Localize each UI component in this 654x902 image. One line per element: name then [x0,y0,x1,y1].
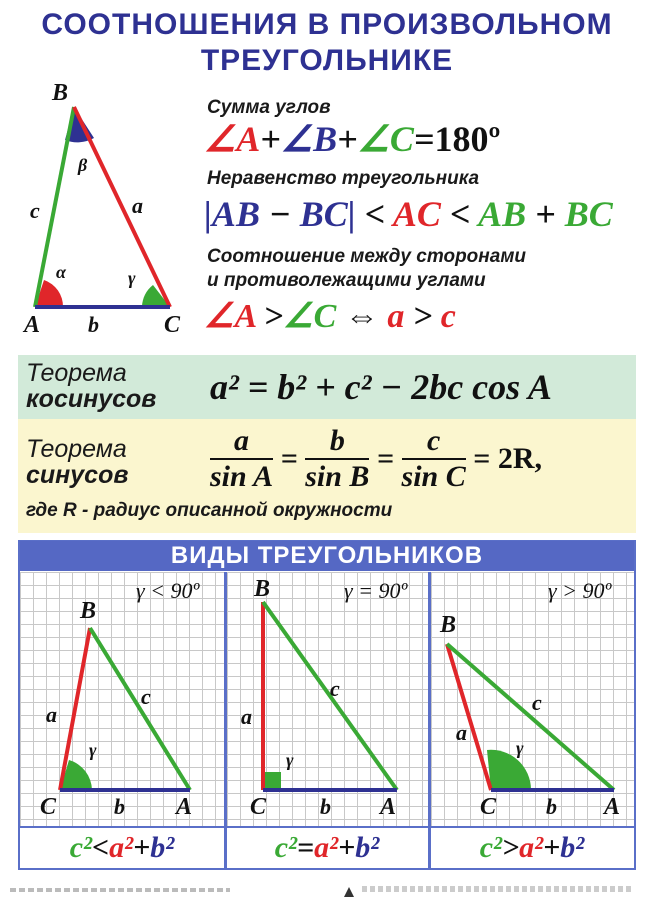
title-line2: ТРЕУГОЛЬНИКЕ [200,44,454,77]
page-title [0,8,654,42]
angle-sum-value: 180º [434,119,501,159]
acute-triangle-diagram [20,572,224,828]
angle-A: ∠A [204,119,261,159]
footer-fine-print [10,888,230,892]
ineq-term: AC [392,194,441,234]
acute-side-a: a [46,702,57,727]
plus-sign: + [337,119,358,159]
sine-formula [210,424,542,494]
acute-relation: c²<a²+b² [69,831,175,864]
ineq-op: < [355,194,393,234]
right-vertex-C: C [250,794,267,820]
cosine-label-line2: косинусов [26,385,157,413]
acute-condition: γ < 90º [136,578,200,603]
angle-alpha-label: α [56,262,66,282]
ineq-op: − [259,194,300,234]
ineq-term: AB [478,194,527,234]
cosine-label-line1: Теорема [26,359,127,387]
vertex-A-label: A [24,312,41,338]
right-relation: c²=a²+b² [274,831,380,864]
circumradius-note: где R - радиус описанной окружности [26,500,393,521]
equals-sign: = [413,119,435,159]
footer-fine-print-right [362,886,632,892]
acute-vertex-A: A [176,794,193,820]
sine-label-line1: Теорема [26,435,127,463]
right-triangle-diagram [227,572,428,828]
ineq-op: < [440,194,479,234]
right-gamma: γ [286,750,294,770]
plus-sign: + [260,119,281,159]
vertex-B-label: B [52,80,69,106]
right-side-b: b [320,794,331,819]
page-title-line2 [0,44,654,78]
sine-rhs: = 2R, [473,442,543,475]
side-c-label: c [30,198,40,223]
side-a: a [387,298,405,335]
publisher-logo [344,884,354,894]
side-b-label: b [88,312,99,337]
acute-side-c: c [141,684,151,709]
ineq-term: BC| [299,194,356,234]
sine-label-line2: синусов [26,461,129,489]
side-a-label: a [132,193,143,218]
triangle-types-header: ВИДЫ ТРЕУГОЛЬНИКОВ [20,541,634,571]
angle-sum-header: Сумма углов [207,97,331,118]
right-side-a: a [241,704,252,729]
sides-angles-header1: Соотношение между сторонами [207,246,526,267]
angle-B: ∠B [280,119,338,159]
title-line1: СООТНОШЕНИЯ В ПРОИЗВОЛЬНОМ [41,8,613,41]
logo-icon [344,887,354,897]
angle-A: ∠A [204,298,256,335]
obtuse-side-b: b [546,794,557,819]
fraction-c: $\frac{c}{\text{sin C}}$ [401,424,466,493]
side-c-line [35,107,74,307]
obtuse-side-a: a [456,720,467,745]
obtuse-vertex-B: B [440,612,457,638]
angle-C: ∠C [357,119,414,159]
obtuse-condition: γ > 90º [548,578,612,603]
equals-sign: = [376,442,395,475]
fraction-b: $\frac{b}{\text{sin B}}$ [305,424,370,493]
obtuse-relation: c²>a²+b² [479,831,585,864]
gt-sign: > [255,298,284,335]
inequality-header: Неравенство треугольника [207,168,480,189]
right-condition: γ = 90º [344,578,408,603]
acute-side-b: b [114,794,125,819]
vertex-C-label: C [164,312,181,338]
right-vertex-B: B [254,576,271,602]
equals-sign: = [280,442,298,475]
sides-angles-formula [204,296,456,336]
sine-theorem-label [26,436,128,488]
cosine-theorem-label [26,360,156,412]
equiv-sign: ⇔ [336,298,388,335]
obtuse-side-c: c [532,690,542,715]
acute-vertex-B: B [80,598,97,624]
sides-angles-header2: и противолежащими углами [207,270,486,291]
angle-gamma-label: γ [128,268,136,288]
angle-C: ∠C [283,298,337,335]
ineq-op: + [526,194,565,234]
gt-sign: > [404,298,441,335]
obtuse-vertex-C: C [480,794,497,820]
ineq-term: |AB [204,194,260,234]
cosine-formula: a² = b² + c² − 2bc cos A [210,367,552,407]
fraction-a: $\frac{a}{\text{sin A}}$ [210,424,274,493]
angle-sum-formula [204,118,500,160]
side-c: c [440,298,456,335]
angle-beta-label: β [78,155,88,175]
general-triangle-diagram [20,80,200,345]
obtuse-gamma: γ [516,738,524,758]
acute-gamma: γ [89,740,97,760]
right-side-c: c [330,676,340,701]
right-vertex-A: A [380,794,397,820]
inequality-formula [204,193,613,235]
obtuse-vertex-A: A [604,794,621,820]
side-a-line [74,107,170,307]
ineq-term: BC [564,194,613,234]
acute-vertex-C: C [40,794,57,820]
